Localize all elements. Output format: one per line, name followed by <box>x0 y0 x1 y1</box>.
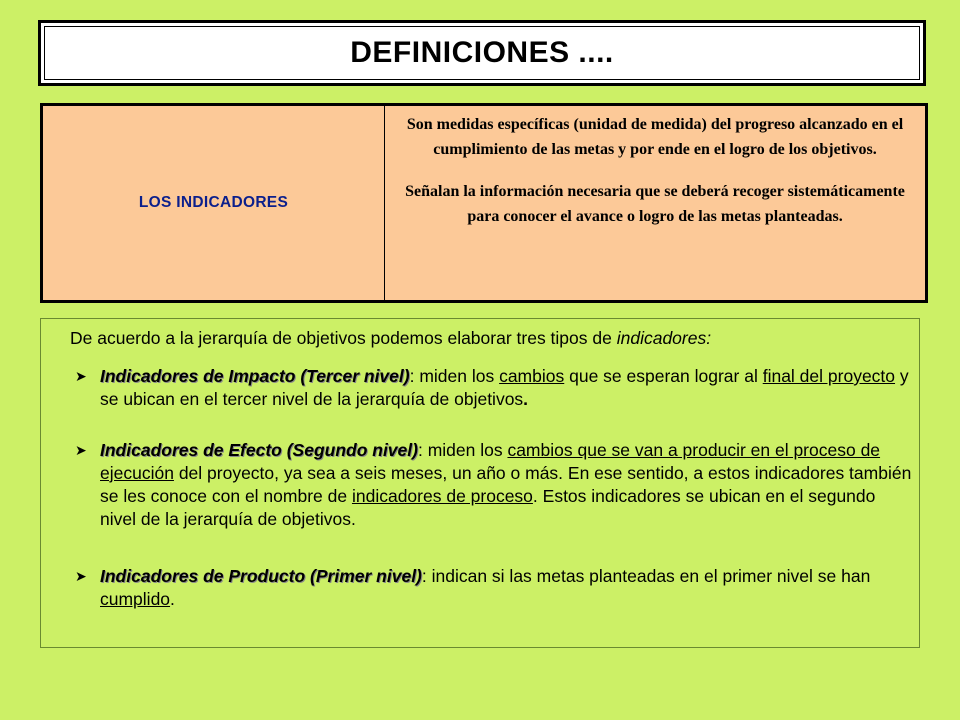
producto-text-1: : indican si las metas planteadas en el primer nivel se han <box>421 566 871 586</box>
arrow-bullet-icon: ➤ <box>75 368 87 384</box>
producto-text-2: . <box>170 589 175 609</box>
impacto-underline-1: cambios <box>499 366 565 386</box>
impacto-text-1: : miden los <box>409 366 500 386</box>
efecto-underline-2: indicadores de proceso <box>351 486 533 506</box>
efecto-text-2: del proyecto, ya sea a seis meses, un año o más. En ese sentido, a estos indicadores también se les conoce con el nombre de <box>100 463 912 506</box>
definition-term-cell <box>43 106 385 300</box>
bullet-producto-text <box>100 565 915 611</box>
bullet-producto <box>75 565 915 611</box>
definition-paragraph-2: Señalan la información necesaria que se deberá recoger sistemáticamente para conocer el avance o logro de las metas planteadas. <box>405 183 905 225</box>
intro-text <box>70 327 711 350</box>
efecto-title: Indicadores de Efecto (Segundo nivel) <box>100 440 418 460</box>
definition-table <box>40 103 928 303</box>
efecto-text-1: : miden los <box>417 440 508 460</box>
bullet-efecto <box>75 439 915 531</box>
impacto-text-4: . <box>523 389 529 409</box>
definition-term: LOS INDICADORES <box>138 194 289 211</box>
bullet-impacto-text <box>100 365 915 411</box>
title-box <box>38 20 926 86</box>
intro-text-emphasis: indicadores: <box>616 328 712 348</box>
impacto-text-2: que se esperan lograr al <box>564 366 763 386</box>
definition-body-cell <box>385 106 925 300</box>
intro-text-plain: De acuerdo a la jerarquía de objetivos podemos elaborar tres tipos de <box>70 328 617 348</box>
impacto-text-3: y se ubican en el tercer nivel de la jerarquía de objetivos <box>100 366 909 409</box>
impacto-underline-2: final del proyecto <box>762 366 896 386</box>
definition-paragraph-1: Son medidas específicas (unidad de medida) del progreso alcanzado en el cumplimiento de las metas y por ende en el logro de los objetivos. <box>406 116 904 158</box>
impacto-title: Indicadores de Impacto (Tercer nivel) <box>100 366 410 386</box>
bullet-efecto-text <box>100 439 915 531</box>
efecto-text-3: . Estos indicadores se ubican en el segundo nivel de la jerarquía de objetivos. <box>100 486 876 529</box>
content-box <box>40 318 920 648</box>
efecto-underline-1: cambios que se van a producir en el proceso de ejecución <box>100 440 881 483</box>
producto-title: Indicadores de Producto (Primer nivel) <box>100 566 422 586</box>
page-title: DEFINICIONES .... <box>350 36 614 69</box>
producto-underline-1: cumplido <box>100 589 171 609</box>
arrow-bullet-icon: ➤ <box>75 568 87 584</box>
bullet-impacto <box>75 365 915 411</box>
arrow-bullet-icon: ➤ <box>75 442 87 458</box>
